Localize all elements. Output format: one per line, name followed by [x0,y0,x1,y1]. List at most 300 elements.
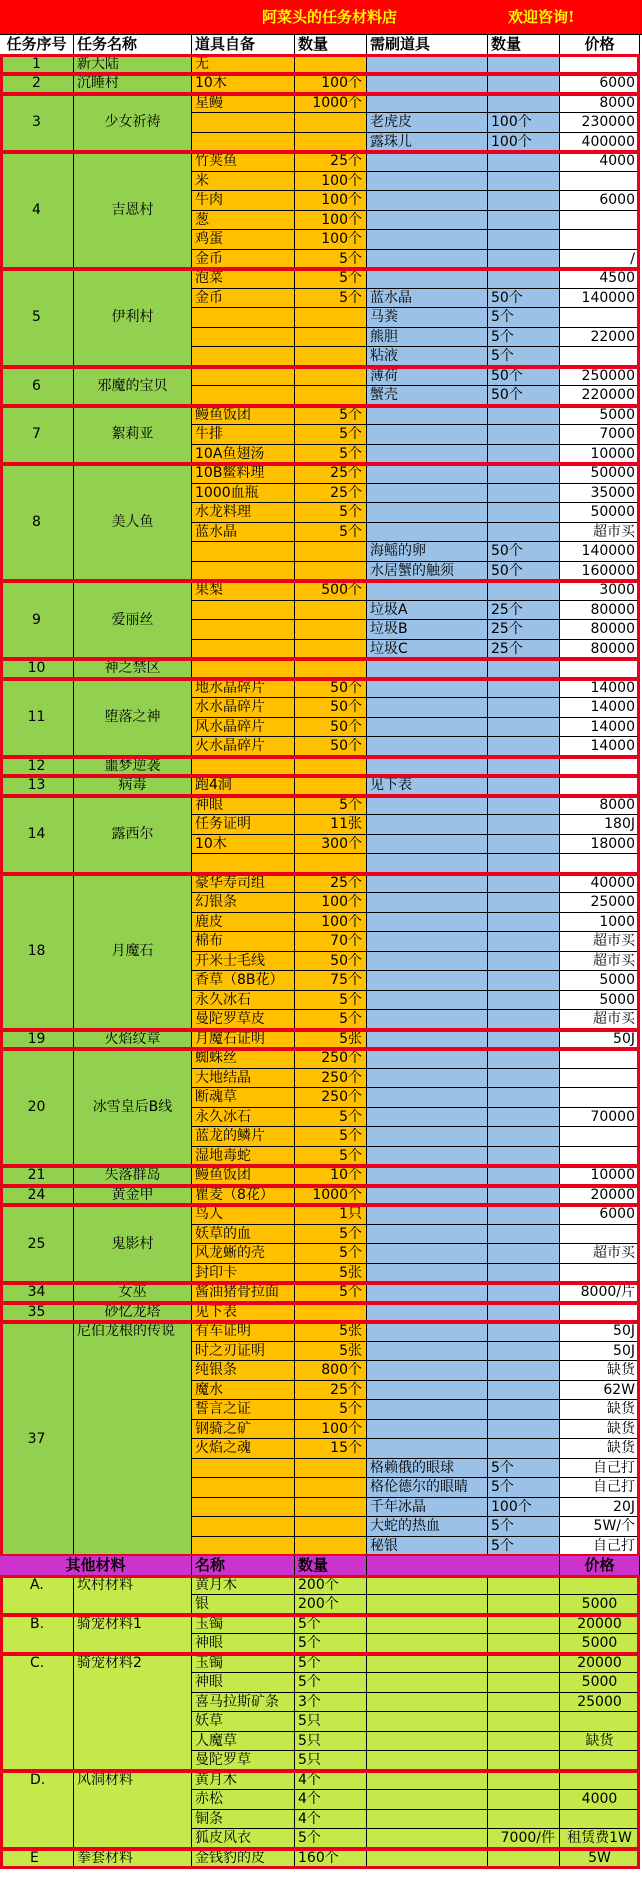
other-blank [367,1790,488,1810]
farm-qty: 100个 [488,113,560,133]
farm-item [367,484,488,504]
farm-item [367,698,488,718]
farm-item [367,874,488,894]
farm-qty [488,971,560,991]
own-qty [295,55,367,75]
price: 8000 [560,796,640,816]
own-item: 风龙蜥的壳 [192,1244,295,1264]
farm-qty: 50个 [488,367,560,387]
own-qty: 5个 [295,1244,367,1264]
farm-item [367,679,488,699]
farm-item [367,913,488,933]
other-price: 租赁费1W [560,1829,640,1849]
farm-item [367,1147,488,1167]
price: 230000 [560,113,640,133]
other-header-title: 其他材料 [0,1556,192,1576]
farm-qty [488,484,560,504]
own-qty [295,542,367,562]
task-name: 火焰纹章 [74,1030,192,1050]
task-name: 新大陆 [74,55,192,75]
other-price: 5000 [560,1673,640,1693]
own-qty: 5个 [295,1108,367,1128]
other-price: 缺货 [560,1732,640,1752]
own-qty: 15个 [295,1439,367,1459]
farm-item [367,796,488,816]
other-code: A. [0,1576,74,1615]
other-qty: 200个 [295,1576,367,1596]
other-unit-price [488,1634,560,1654]
own-item [192,133,295,153]
farm-qty [488,172,560,192]
own-qty: 100个 [295,74,367,94]
price: 10000 [560,445,640,465]
farm-item [367,718,488,738]
own-qty [295,757,367,777]
own-qty [295,854,367,874]
own-qty [295,659,367,679]
own-item: 星鳗 [192,94,295,114]
farm-item: 薄荷 [367,367,488,387]
own-qty: 5个 [295,406,367,426]
task-name: 砂忆龙塔 [74,1303,192,1323]
price [560,347,640,367]
farm-item [367,1030,488,1050]
own-qty: 5个 [295,1010,367,1030]
own-qty: 70个 [295,932,367,952]
task-index: 13 [0,776,74,796]
own-qty [295,601,367,621]
farm-qty [488,854,560,874]
task-name: 沉睡村 [74,74,192,94]
price: 超市买 [560,523,640,543]
task-index: 24 [0,1186,74,1206]
own-qty: 5个 [295,425,367,445]
farm-item [367,581,488,601]
farm-item [367,211,488,231]
own-qty: 25个 [295,464,367,484]
own-item: 曼陀罗草皮 [192,1010,295,1030]
farm-item [367,659,488,679]
other-item: 妖草 [192,1712,295,1732]
other-unit-price [488,1576,560,1596]
farm-item [367,445,488,465]
other-unit-price [488,1790,560,1810]
header-own-item: 道具自备 [192,35,295,55]
task-index: 20 [0,1049,74,1166]
own-item: 米 [192,172,295,192]
farm-item [367,1322,488,1342]
farm-qty [488,503,560,523]
farm-item: 秘银 [367,1537,488,1557]
own-item: 开米士毛线 [192,952,295,972]
farm-qty [488,1069,560,1089]
farm-item [367,1303,488,1323]
own-item: 蜘蛛丝 [192,1049,295,1069]
own-item: 钢骑之矿 [192,1420,295,1440]
farm-item: 露珠儿 [367,133,488,153]
farm-qty [488,679,560,699]
own-item: 封印卡 [192,1264,295,1284]
farm-qty [488,581,560,601]
other-blank [367,1810,488,1830]
own-item [192,1478,295,1498]
price: 超市买 [560,932,640,952]
task-index: 6 [0,367,74,406]
own-qty: 250个 [295,1088,367,1108]
price [560,172,640,192]
other-item: 神眼 [192,1673,295,1693]
farm-qty [488,932,560,952]
own-item [192,386,295,406]
own-item: 永久冰石 [192,1108,295,1128]
farm-item: 水居蟹的触须 [367,562,488,582]
other-qty: 5只 [295,1732,367,1752]
farm-qty [488,757,560,777]
other-item: 喜马拉斯矿条 [192,1693,295,1713]
header-own-qty: 数量 [295,35,367,55]
farm-qty: 100个 [488,133,560,153]
price [560,1069,640,1089]
own-qty: 250个 [295,1049,367,1069]
farm-qty: 50个 [488,562,560,582]
farm-qty [488,1264,560,1284]
task-index: 4 [0,152,74,269]
own-item: 鹿皮 [192,913,295,933]
price: 40000 [560,874,640,894]
farm-qty: 100个 [488,1498,560,1518]
other-code: D. [0,1771,74,1849]
price [560,659,640,679]
own-qty [295,1517,367,1537]
farm-item [367,932,488,952]
own-qty [295,1537,367,1557]
other-unit-price [488,1673,560,1693]
price: 4000 [560,152,640,172]
farm-qty [488,74,560,94]
own-qty: 5个 [295,523,367,543]
own-qty: 5个 [295,1283,367,1303]
own-item: 水龙料理 [192,503,295,523]
own-qty: 5个 [295,445,367,465]
task-name: 伊利村 [74,269,192,367]
farm-item: 格伦德尔的眼睛 [367,1478,488,1498]
task-index: 7 [0,406,74,465]
farm-item: 格赖俄的眼球 [367,1459,488,1479]
farm-item [367,152,488,172]
other-item: 银 [192,1595,295,1615]
own-item: 有车证明 [192,1322,295,1342]
farm-qty [488,1088,560,1108]
price: 自己打 [560,1537,640,1557]
own-item: 鸟人 [192,1205,295,1225]
farm-qty [488,718,560,738]
price: 80000 [560,601,640,621]
price: 超市买 [560,952,640,972]
farm-item [367,191,488,211]
farm-qty [488,1439,560,1459]
farm-qty [488,1361,560,1381]
farm-item [367,250,488,270]
price: 自己打 [560,1459,640,1479]
own-item: 鳗鱼饭团 [192,1166,295,1186]
own-item: 10B鳖料理 [192,464,295,484]
farm-qty [488,698,560,718]
own-qty: 25个 [295,874,367,894]
price: 20J [560,1498,640,1518]
farm-qty: 5个 [488,1517,560,1537]
farm-item [367,1166,488,1186]
price: 10000 [560,1166,640,1186]
farm-item [367,1342,488,1362]
own-item [192,562,295,582]
other-blank [367,1712,488,1732]
other-qty: 4个 [295,1810,367,1830]
own-qty: 5个 [295,991,367,1011]
own-item: 地水晶碎片 [192,679,295,699]
price: 220000 [560,386,640,406]
other-item: 黄月木 [192,1576,295,1596]
own-item [192,601,295,621]
price: 22000 [560,328,640,348]
farm-qty [488,1205,560,1225]
own-qty: 1000个 [295,1186,367,1206]
own-item: 月魔石证明 [192,1030,295,1050]
other-group-name: 拳套材料 [74,1849,192,1869]
own-item: 泡菜 [192,269,295,289]
own-qty: 50个 [295,698,367,718]
price: 超市买 [560,1010,640,1030]
price: 160000 [560,562,640,582]
farm-qty [488,1225,560,1245]
own-qty: 50个 [295,737,367,757]
own-item [192,113,295,133]
price [560,1127,640,1147]
farm-qty: 50个 [488,289,560,309]
task-name: 神之禁区 [74,659,192,679]
farm-item [367,1400,488,1420]
other-price: 20000 [560,1615,640,1635]
own-qty: 5张 [295,1030,367,1050]
task-name: 美人鱼 [74,464,192,581]
task-name: 爱丽丝 [74,581,192,659]
own-item: 棉布 [192,932,295,952]
price: 超市买 [560,1244,640,1264]
price: 250000 [560,367,640,387]
other-header-price: 价格 [560,1556,640,1576]
task-name: 鬼影村 [74,1205,192,1283]
own-item [192,620,295,640]
price: 缺货 [560,1361,640,1381]
header-idx: 任务序号 [0,35,74,55]
own-item: 任务证明 [192,815,295,835]
own-qty: 100个 [295,1420,367,1440]
other-price [560,1810,640,1830]
task-index: 5 [0,269,74,367]
farm-item: 粘液 [367,347,488,367]
farm-item [367,1010,488,1030]
own-qty: 5个 [295,269,367,289]
farm-qty: 5个 [488,1478,560,1498]
price: 18000 [560,835,640,855]
own-qty: 25个 [295,484,367,504]
price: 80000 [560,620,640,640]
own-qty [295,640,367,660]
farm-qty [488,152,560,172]
farm-item [367,503,488,523]
task-index: 21 [0,1166,74,1186]
farm-item [367,1108,488,1128]
own-item [192,308,295,328]
price: 8000/片 [560,1283,640,1303]
other-unit-price [488,1751,560,1771]
price: 6000 [560,1205,640,1225]
other-price [560,1751,640,1771]
farm-item: 千年冰晶 [367,1498,488,1518]
other-group-name: 风洞材料 [74,1771,192,1849]
farm-qty [488,952,560,972]
farm-item [367,893,488,913]
own-qty: 10个 [295,1166,367,1186]
own-qty: 250个 [295,1069,367,1089]
own-item: 火焰之魂 [192,1439,295,1459]
own-item: 时之刃证明 [192,1342,295,1362]
price [560,776,640,796]
farm-qty [488,991,560,1011]
task-name: 病毒 [74,776,192,796]
own-qty: 300个 [295,835,367,855]
own-item: 纯银条 [192,1361,295,1381]
other-item: 赤松 [192,1790,295,1810]
farm-item: 海鳐的卵 [367,542,488,562]
farm-item [367,94,488,114]
own-item: 酱油猪骨拉面 [192,1283,295,1303]
own-item: 牛排 [192,425,295,445]
farm-qty [488,893,560,913]
own-item: 香草（8B花） [192,971,295,991]
own-item: 魔水 [192,1381,295,1401]
farm-item [367,1127,488,1147]
task-index: 19 [0,1030,74,1050]
farm-qty: 25个 [488,601,560,621]
task-index: 14 [0,796,74,874]
farm-qty [488,1186,560,1206]
farm-item [367,425,488,445]
price [560,55,640,75]
farm-qty [488,1420,560,1440]
farm-qty [488,94,560,114]
own-qty: 5张 [295,1264,367,1284]
farm-qty [488,1049,560,1069]
other-blank [367,1673,488,1693]
own-qty: 800个 [295,1361,367,1381]
task-index: 25 [0,1205,74,1283]
price: 1000 [560,913,640,933]
farm-qty [488,1166,560,1186]
other-qty: 5个 [295,1615,367,1635]
price: 5000 [560,406,640,426]
own-item: 葱 [192,211,295,231]
other-group-name: 骑宠材料2 [74,1654,192,1771]
farm-item [367,269,488,289]
farm-item: 垃圾A [367,601,488,621]
other-qty: 5个 [295,1654,367,1674]
price: 50J [560,1322,640,1342]
own-item: 见下表 [192,1303,295,1323]
other-item: 狐皮风衣 [192,1829,295,1849]
own-item: 瞿麦（8花） [192,1186,295,1206]
farm-item [367,1381,488,1401]
own-item: 蓝水晶 [192,523,295,543]
farm-qty [488,1381,560,1401]
other-group-name: 骑宠材料1 [74,1615,192,1654]
task-name: 女巫 [74,1283,192,1303]
farm-item: 马粪 [367,308,488,328]
price: 8000 [560,94,640,114]
farm-qty [488,874,560,894]
own-qty [295,562,367,582]
other-blank [367,1693,488,1713]
price [560,1088,640,1108]
other-blank [367,1771,488,1791]
farm-item [367,1244,488,1264]
header-farm-qty: 数量 [488,35,560,55]
farm-qty [488,1400,560,1420]
task-index: 3 [0,94,74,153]
price [560,854,640,874]
other-code: B. [0,1615,74,1654]
farm-item: 蓝水晶 [367,289,488,309]
other-unit-price [488,1595,560,1615]
other-blank [367,1576,488,1596]
own-qty: 50个 [295,952,367,972]
farm-qty [488,230,560,250]
other-item: 金钱豹的皮 [192,1849,295,1869]
price: / [560,250,640,270]
price: 14000 [560,737,640,757]
farm-qty [488,1244,560,1264]
farm-item [367,1439,488,1459]
own-item [192,854,295,874]
own-item: 火水晶碎片 [192,737,295,757]
own-qty: 100个 [295,230,367,250]
other-unit-price [488,1712,560,1732]
farm-qty: 50个 [488,386,560,406]
other-unit-price [488,1771,560,1791]
own-item: 跑4洞 [192,776,295,796]
price: 50000 [560,464,640,484]
price [560,1049,640,1069]
greeting: 欢迎咨询! [508,8,575,26]
other-qty: 5只 [295,1751,367,1771]
farm-qty [488,659,560,679]
own-qty [295,328,367,348]
farm-qty: 5个 [488,347,560,367]
farm-item [367,1205,488,1225]
farm-item [367,230,488,250]
header-task: 任务名称 [74,35,192,55]
own-item [192,659,295,679]
farm-item [367,1069,488,1089]
farm-qty [488,1127,560,1147]
task-name: 冰雪皇后B线 [74,1049,192,1166]
other-item: 曼陀罗草 [192,1751,295,1771]
task-name: 尼伯龙根的传说 [74,1322,192,1556]
farm-item: 见下表 [367,776,488,796]
own-item [192,542,295,562]
price: 5000 [560,991,640,1011]
own-item: 鸡蛋 [192,230,295,250]
own-qty: 5个 [295,796,367,816]
